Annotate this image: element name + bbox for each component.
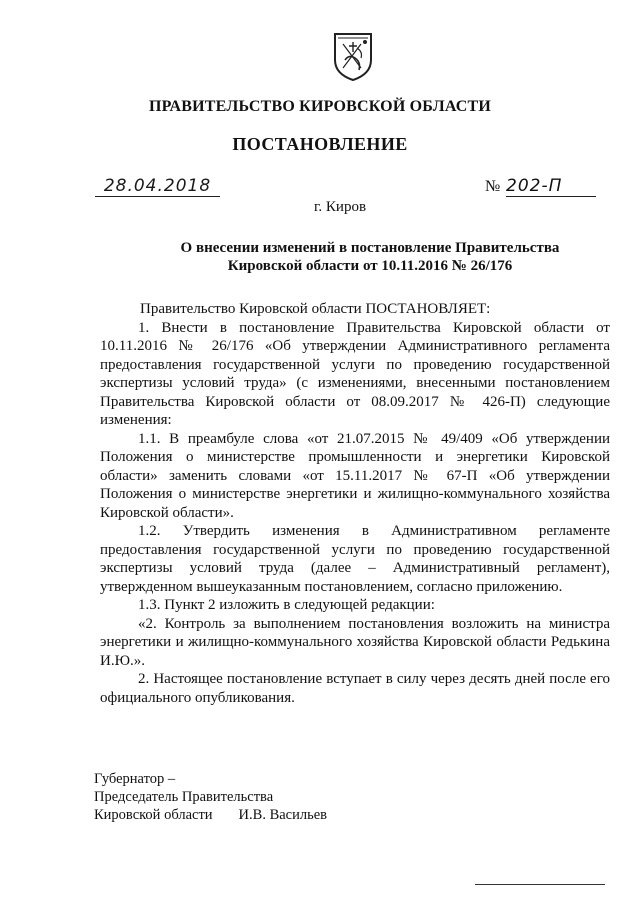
document-number: 202-П: [506, 176, 596, 197]
signature-region: Кировской области: [94, 807, 213, 823]
signature-block: [94, 770, 327, 824]
body-paragraph-1-2: 1.2. Утвердить изменения в Административном регламенте предоставления государственной услуги по проведению государственной экспертизы условий труда (далее – Административный регламент), утвержденном вышеуказанным постановлением, согласно приложению.: [100, 523, 610, 595]
document-subject: [150, 239, 590, 275]
footer-divider: [475, 884, 605, 885]
body-paragraph-1-3: 1.3. Пункт 2 изложить в следующей редакции:: [138, 597, 435, 613]
document-date: 28.04.2018: [95, 176, 220, 197]
body-paragraph-1-1: 1.1. В преамбуле слова «от 21.07.2015 № 49/409 «Об утверждении Положения о министерстве промышленности и энергетики Кировской области» заменить словами «от 15.11.2017 № 67-П «Об утверждении Положения о министерстве энергетики и жилищно-коммунального хозяйства Кировской области».: [100, 430, 610, 521]
subject-line-1: О внесении изменений в постановление Правительства: [180, 240, 560, 256]
government-title: ПРАВИТЕЛЬСТВО КИРОВСКОЙ ОБЛАСТИ: [148, 98, 492, 115]
signature-position-3: [94, 806, 327, 824]
coat-of-arms-emblem: [331, 30, 375, 82]
kirov-coat-of-arms-icon: [331, 30, 375, 82]
signature-position-2: Председатель Правительства: [94, 789, 274, 805]
city: г. Киров: [313, 199, 367, 215]
body-paragraph-2: 2. Настоящее постановление вступает в силу через десять дней после его официального опубликования.: [100, 671, 610, 706]
subject-line-2: Кировской области от 10.11.2016 № 26/176: [227, 258, 513, 274]
document-body: [100, 300, 610, 707]
document-type-title: ПОСТАНОВЛЕНИЕ: [232, 134, 408, 154]
body-paragraph-1: 1. Внести в постановление Правительства Кировской области от 10.11.2016 № 26/176 «Об утверждении Административного регламента предоставления государственной услуги по проведению государственной экспертизы условий труда» (с изменениями, внесенными постановлением Правительства Кировской области от 08.09.2017 № 426-П) следующие изменения:: [100, 319, 610, 428]
number-sign: №: [485, 178, 501, 195]
body-paragraph-intro: Правительство Кировской области ПОСТАНОВЛЯЕТ:: [140, 301, 491, 317]
body-paragraph-quote: «2. Контроль за выполнением постановления возложить на министра энергетики и жилищно-коммунального хозяйства Кировской области Редькина И.Ю.».: [100, 615, 610, 669]
signatory-name: И.В. Васильев: [238, 807, 327, 823]
signature-position-1: Губернатор –: [94, 771, 176, 787]
